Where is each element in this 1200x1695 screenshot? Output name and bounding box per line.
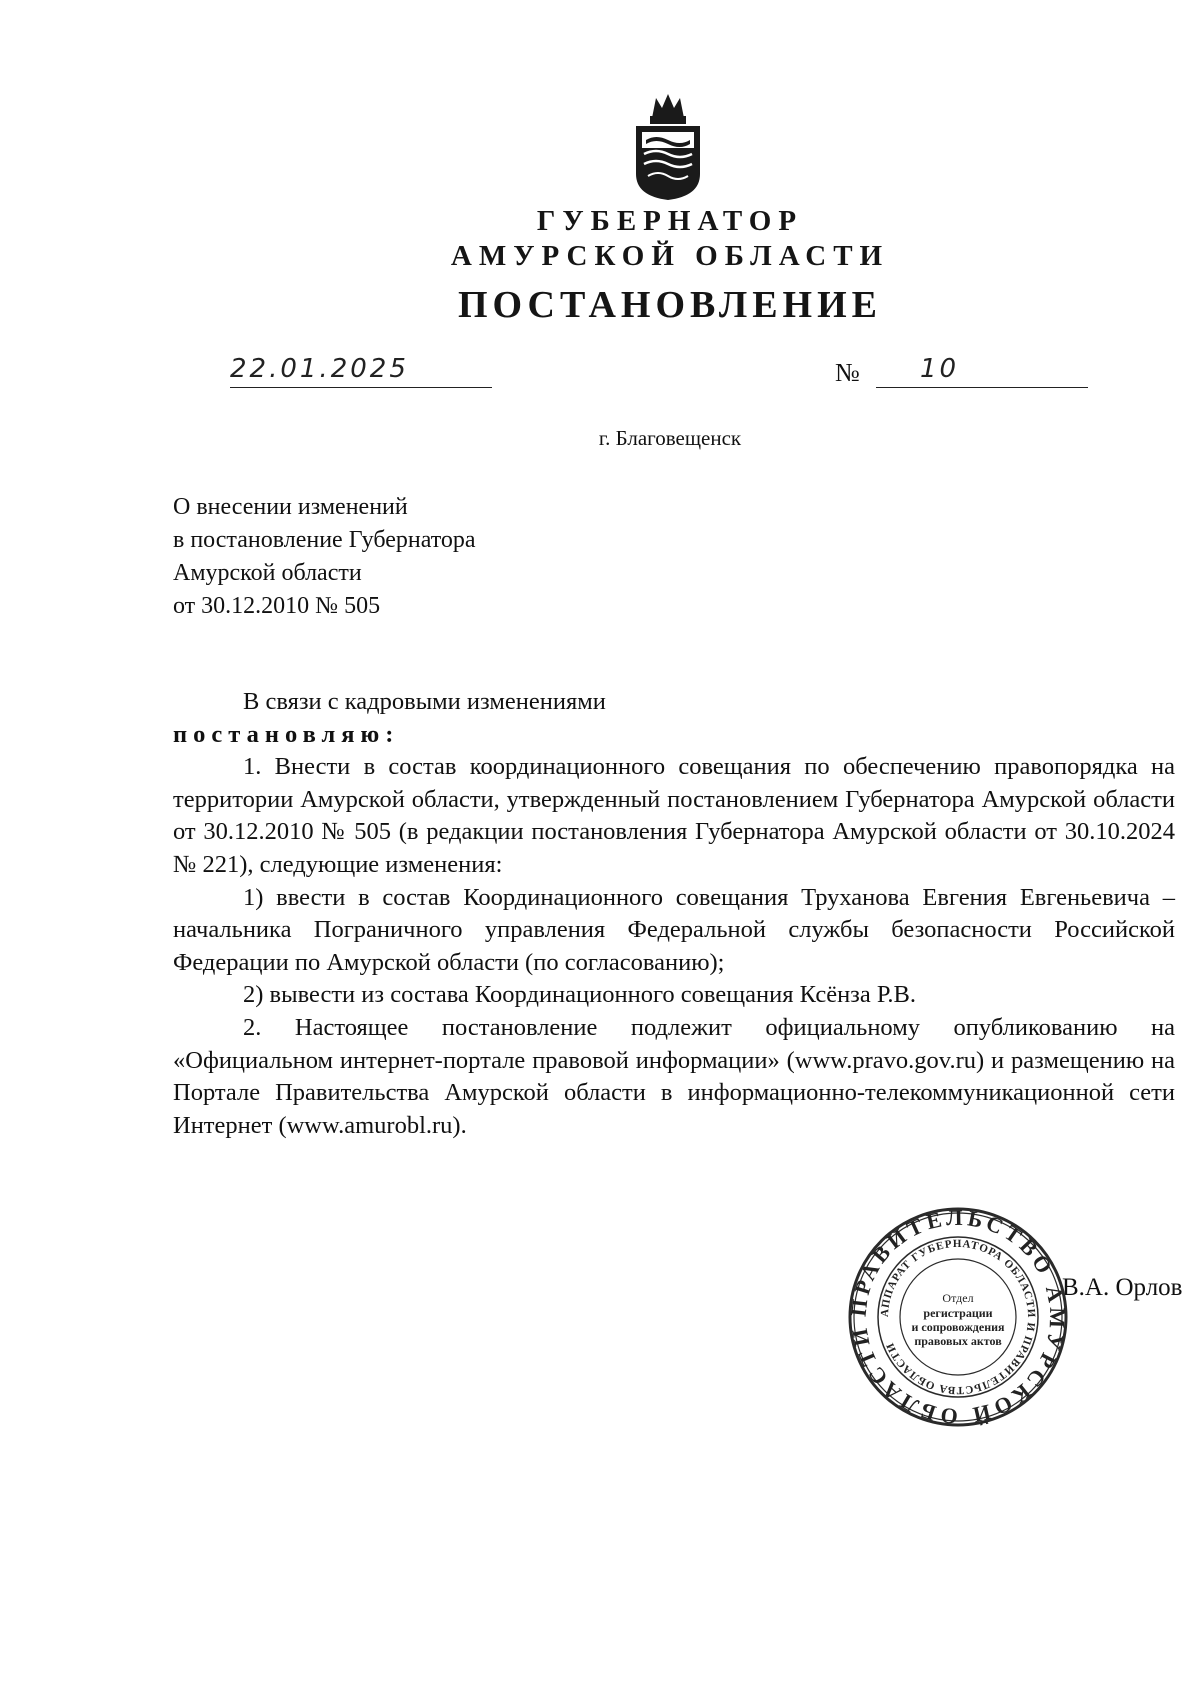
stamp-center-line: и сопровождения [911, 1320, 1005, 1334]
stamp-inner-text: АППАРАТ ГУБЕРНАТОРА ОБЛАСТИ И ПРАВИТЕЛЬСТВА ОБЛАСТИ [878, 1237, 1038, 1397]
official-stamp [845, 1204, 1071, 1430]
stamp-outer-text: ПРАВИТЕЛЬСТВО АМУРСКОЙ ОБЛАСТИ [845, 1204, 1071, 1430]
stamp-center-line: Отдел [942, 1291, 974, 1305]
number-underline [876, 387, 1088, 388]
item-1-sub-2: 2) вывести из состава Координационного совещания Ксёнза Р.В. [243, 981, 917, 1009]
title-line: Амурской области [173, 560, 362, 586]
stamp-center-line: регистрации [923, 1306, 993, 1320]
handwritten-number: 10 [920, 354, 960, 384]
item-1: 1. Внести в состав координационного совещания по обеспечению правопорядка на территории Амурской области, утвержденный постановлением Губернатора Амурской области от 30.12.2010 № 505 (в редакции постановления Губернатора Амурской области от 30.10.2024 № 221), следующие изменения: [173, 753, 1175, 878]
city-line: г. Благовещенск [598, 426, 742, 450]
item-1-sub-1: 1) ввести в состав Координационного совещания Труханова Евгения Евгеньевича – начальника Пограничного управления Федеральной службы безопасности Российской Федерации по Амурской области (по согласованию); [173, 883, 1175, 976]
header-governor: ГУБЕРНАТОР [536, 205, 804, 237]
document-type-title: ПОСТАНОВЛЕНИЕ [457, 284, 883, 326]
preamble: В связи с кадровыми изменениями [243, 688, 606, 715]
stamp-center-line: правовых актов [914, 1334, 1002, 1348]
item-2: 2. Настоящее постановление подлежит официальному опубликованию на «Официальном интернет-портале правовой информации» (www.pravo.gov.ru) и размещению на Портале Правительства Амурской области в информационно-телекоммуникационной сети Интернет (www.amurobl.ru). [173, 1013, 1175, 1139]
title-line: О внесении изменений [173, 494, 408, 520]
title-line: от 30.12.2010 № 505 [173, 593, 381, 619]
handwritten-date: 22.01.2025 [230, 354, 409, 384]
header-region: АМУРСКОЙ ОБЛАСТИ [450, 240, 890, 272]
decree-word: постановляю: [173, 720, 400, 748]
date-underline [230, 387, 492, 388]
title-line: в постановление Губернатора [173, 527, 476, 553]
coat-of-arms-icon [630, 92, 706, 202]
number-sign: № [835, 358, 860, 387]
document-body [173, 686, 1175, 1142]
signer-name: В.А. Орлов [1062, 1274, 1183, 1301]
